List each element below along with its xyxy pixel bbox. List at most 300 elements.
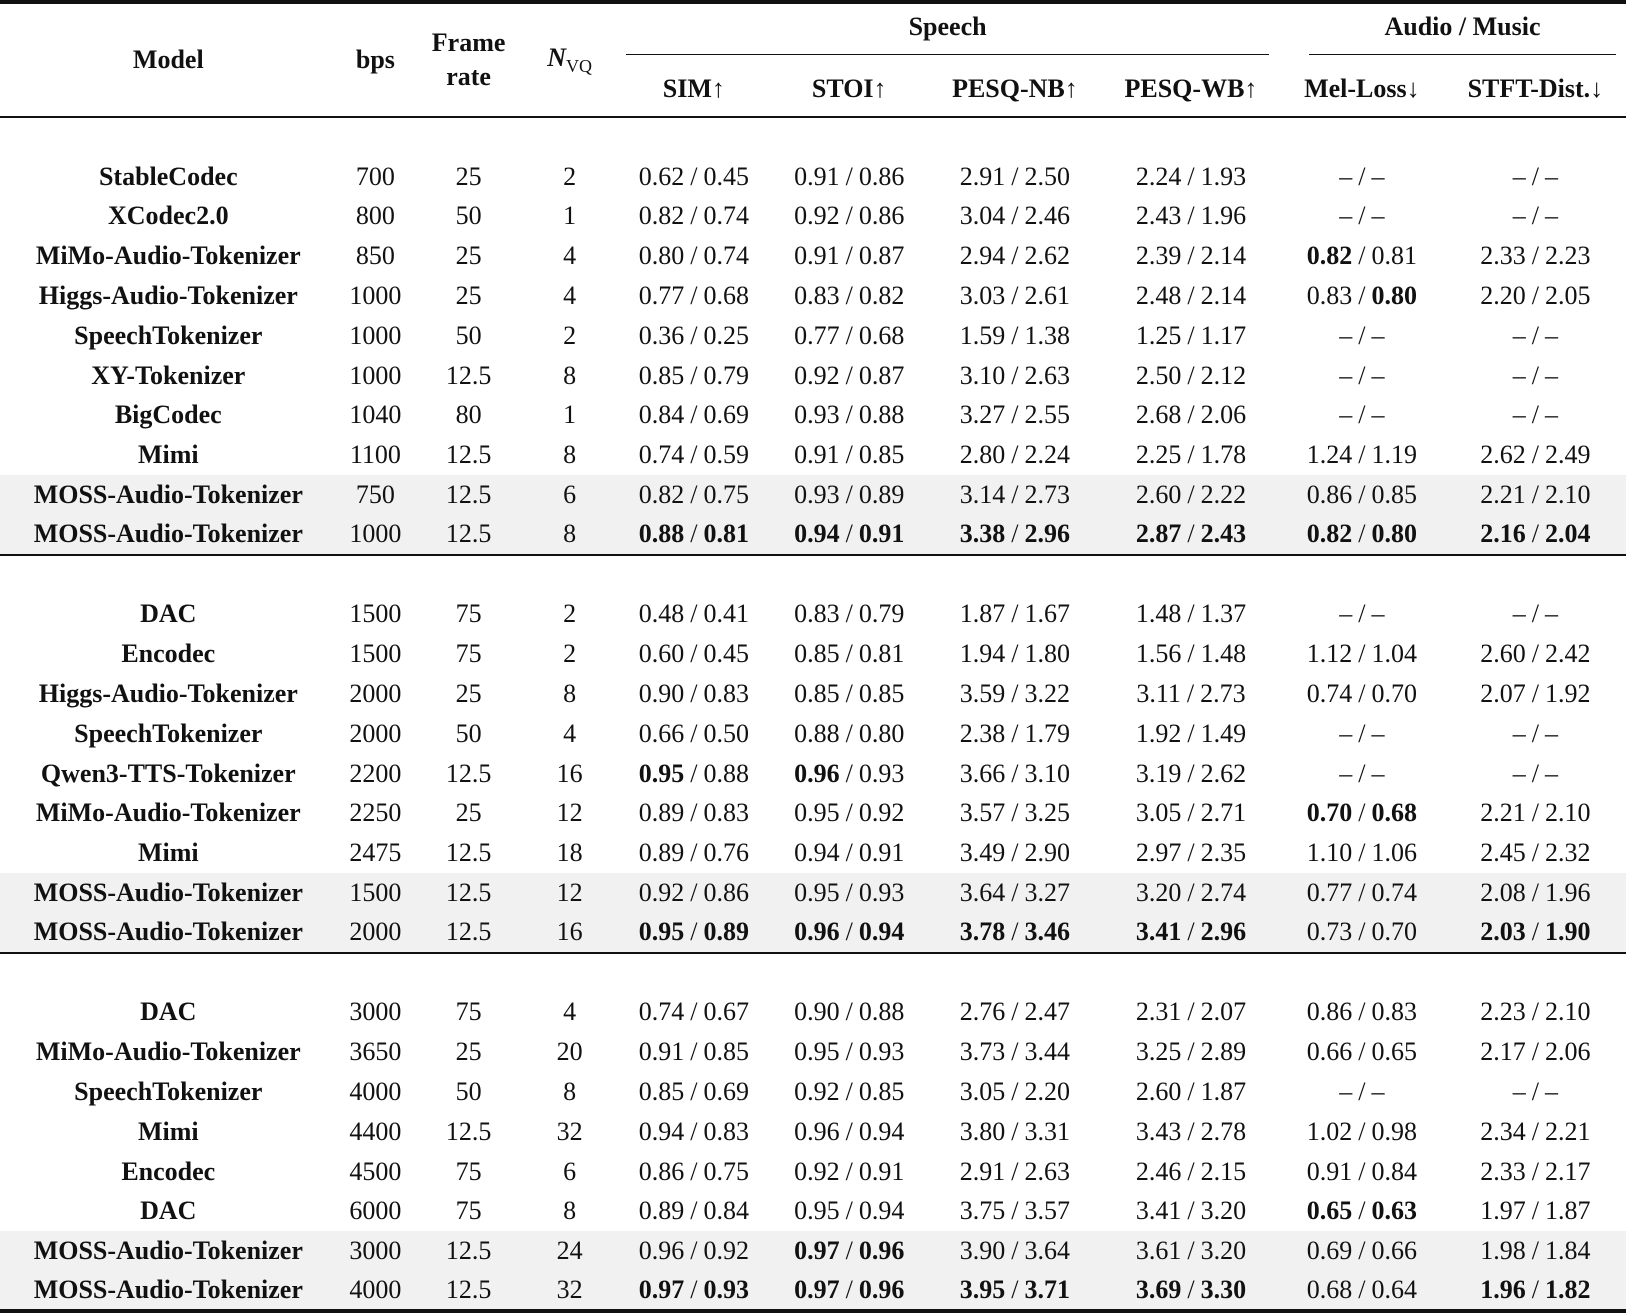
cell-metric: [616, 276, 771, 316]
separator-slash: /: [1531, 639, 1539, 669]
value-test-other: 2.46: [1024, 201, 1071, 231]
value-test-clean: 0.68: [1306, 1275, 1353, 1304]
cell-metric: [927, 595, 1103, 635]
table-row: [0, 913, 1626, 953]
value-test-clean: 3.03: [959, 281, 1006, 311]
cell-metric: [1103, 873, 1279, 913]
cell-metric: [1103, 316, 1279, 356]
value-test-clean: 0.93: [794, 480, 840, 510]
value-test-clean: 0.85: [794, 639, 840, 669]
cell-metric: [1279, 396, 1445, 436]
value-test-other: 0.96: [858, 1275, 905, 1304]
separator-slash: /: [1358, 1037, 1366, 1067]
separator-slash: /: [690, 440, 698, 470]
value-test-other: 1.90: [1544, 917, 1591, 947]
cell-nvq: 8: [563, 1077, 577, 1107]
value-test-other: 2.10: [1544, 480, 1591, 510]
value-test-clean: 2.31: [1135, 997, 1182, 1027]
cell-bps: 1040: [349, 400, 402, 430]
separator-slash: /: [1187, 1196, 1195, 1226]
value-test-clean: 1.56: [1135, 639, 1182, 669]
cell-model: Qwen3-TTS-Tokenizer: [40, 758, 296, 788]
value-test-other: 0.93: [858, 1037, 905, 1067]
value-test-clean: 3.95: [959, 1275, 1006, 1304]
separator-slash: /: [1531, 1116, 1539, 1146]
cell-metric: [1103, 157, 1279, 197]
value-test-clean: 3.80: [959, 1116, 1006, 1146]
separator-slash: /: [845, 440, 853, 470]
value-test-clean: 2.43: [1135, 201, 1182, 231]
value-test-clean: 2.20: [1480, 281, 1526, 311]
cell-frame-rate: 12.5: [445, 360, 492, 390]
value-test-clean: 2.07: [1480, 679, 1526, 709]
cell-metric: [1279, 236, 1445, 276]
cell-frame-rate: 25: [455, 798, 482, 828]
value-test-clean: 0.48: [638, 599, 685, 629]
separator-slash: /: [1531, 360, 1539, 390]
value-test-other: 0.91: [858, 1156, 905, 1186]
separator-slash: /: [1531, 161, 1539, 191]
separator-slash: /: [690, 400, 698, 430]
value-test-other: 2.17: [1544, 1156, 1591, 1186]
value-test-clean: 0.82: [1306, 241, 1353, 271]
cell-nvq: 8: [563, 440, 577, 470]
separator-slash: /: [690, 519, 698, 549]
cell-metric: [1279, 873, 1445, 913]
separator-slash: /: [1187, 519, 1195, 549]
value-test-other: 2.49: [1544, 440, 1591, 470]
cell-metric: [1445, 1271, 1626, 1311]
value-test-clean: 3.11: [1136, 679, 1181, 709]
cell-metric: [1279, 515, 1445, 555]
separator-slash: /: [1011, 161, 1019, 191]
cell-metric: [616, 714, 771, 754]
separator-slash: /: [845, 679, 853, 709]
cell-nvq: 4: [563, 718, 577, 748]
separator-slash: /: [1011, 241, 1019, 271]
cell-bps: 3000: [337, 1231, 415, 1271]
value-test-other: 2.61: [1024, 281, 1071, 311]
value-test-other: –: [1544, 320, 1558, 350]
cell-metric: [616, 1072, 771, 1112]
value-test-clean: 0.82: [638, 480, 685, 510]
cell-metric: [927, 356, 1103, 396]
cell-frame-rate: 50: [455, 201, 482, 231]
header-group-audio: [1279, 2, 1626, 62]
cell-model: MOSS-Audio-Tokenizer: [0, 515, 337, 555]
separator-slash: /: [690, 480, 698, 510]
cell-metric: [1445, 794, 1626, 834]
value-test-other: 2.47: [1024, 997, 1071, 1027]
separator-slash: /: [845, 838, 853, 868]
value-test-clean: 3.57: [959, 798, 1006, 828]
value-test-clean: 0.97: [638, 1275, 685, 1304]
value-test-clean: 1.02: [1306, 1116, 1353, 1146]
cell-metric: [1103, 276, 1279, 316]
cell-metric: [1279, 993, 1445, 1033]
separator-slash: /: [690, 161, 698, 191]
value-test-clean: 2.33: [1480, 1156, 1526, 1186]
separator-slash: /: [1358, 519, 1366, 549]
separator-slash: /: [1011, 878, 1019, 908]
cell-metric: [772, 475, 927, 515]
separator-slash: /: [1358, 480, 1366, 510]
value-test-clean: 2.91: [959, 1156, 1006, 1186]
cell-metric: [772, 356, 927, 396]
cell-frame-rate: 12.5: [414, 873, 523, 913]
separator-slash: /: [1187, 480, 1195, 510]
cell-metric: [1279, 276, 1445, 316]
separator-slash: /: [1358, 798, 1366, 828]
separator-slash: /: [1531, 878, 1539, 908]
table-row: [0, 754, 1626, 794]
cell-metric: [772, 1032, 927, 1072]
value-test-other: 0.91: [858, 838, 905, 868]
value-test-other: 2.62: [1024, 241, 1071, 271]
cell-metric: [772, 197, 927, 237]
separator-slash: /: [1531, 917, 1539, 947]
cell-metric: [616, 1192, 771, 1232]
value-test-clean: 0.74: [1306, 679, 1353, 709]
cell-bps: 3650: [349, 1037, 402, 1067]
value-test-clean: 2.21: [1480, 798, 1526, 828]
value-test-clean: –: [1512, 320, 1526, 350]
table-row: [0, 316, 1626, 356]
cell-metric: [1103, 674, 1279, 714]
cell-metric: [616, 634, 771, 674]
cell-metric: [616, 794, 771, 834]
cell-metric: [772, 316, 927, 356]
value-test-other: 1.67: [1024, 599, 1071, 629]
cell-bps: 2200: [349, 758, 402, 788]
cell-bps: 4000: [349, 1077, 402, 1107]
cell-nvq: 6: [563, 1156, 577, 1186]
cell-metric: [1445, 356, 1626, 396]
value-test-other: 0.93: [858, 758, 905, 788]
cell-metric: [927, 1072, 1103, 1112]
separator-slash: /: [1011, 838, 1019, 868]
value-test-clean: 0.92: [638, 878, 685, 908]
cell-nvq: 12: [556, 798, 583, 828]
separator-slash: /: [1011, 997, 1019, 1027]
value-test-clean: 2.03: [1480, 917, 1526, 947]
cell-nvq: 8: [563, 679, 577, 709]
value-test-other: 2.06: [1200, 400, 1247, 430]
value-test-other: 0.92: [703, 1236, 749, 1266]
value-test-other: 1.78: [1200, 440, 1247, 470]
value-test-other: 1.82: [1544, 1275, 1591, 1304]
cell-metric: [1103, 435, 1279, 475]
value-test-other: 0.84: [703, 1196, 749, 1226]
cell-metric: [927, 157, 1103, 197]
cell-metric: [927, 197, 1103, 237]
value-test-other: 2.63: [1024, 360, 1071, 390]
separator-slash: /: [690, 997, 698, 1027]
value-test-other: –: [1544, 718, 1558, 748]
value-test-clean: 0.60: [638, 639, 685, 669]
separator-slash: /: [1187, 639, 1195, 669]
separator-slash: /: [1358, 1156, 1366, 1186]
value-test-other: 1.87: [1544, 1196, 1591, 1226]
cell-metric: [927, 316, 1103, 356]
cell-metric: [772, 634, 927, 674]
separator-slash: /: [690, 917, 698, 947]
table-row: [0, 1152, 1626, 1192]
value-test-other: 0.80: [858, 718, 905, 748]
separator-slash: /: [1358, 1116, 1366, 1146]
value-test-clean: 3.75: [959, 1196, 1006, 1226]
separator-slash: /: [1187, 798, 1195, 828]
cell-metric: [927, 435, 1103, 475]
value-test-other: 0.88: [858, 997, 905, 1027]
cell-bps: 4000: [337, 1271, 415, 1311]
value-test-clean: 3.04: [959, 201, 1006, 231]
value-test-clean: 0.85: [638, 360, 685, 390]
value-test-clean: 0.82: [638, 201, 685, 231]
cell-model: BigCodec: [114, 400, 222, 430]
value-test-clean: 1.94: [959, 639, 1006, 669]
value-test-other: 0.64: [1371, 1275, 1417, 1304]
value-test-other: 0.65: [1371, 1037, 1417, 1067]
header-frame-rate: [414, 2, 523, 117]
value-test-other: –: [1544, 360, 1558, 390]
value-test-other: –: [1371, 718, 1385, 748]
cell-frame-rate: 75: [455, 997, 482, 1027]
table-row: [0, 595, 1626, 635]
separator-slash: /: [845, 1275, 853, 1304]
value-test-clean: 3.59: [959, 679, 1006, 709]
cell-metric: [927, 475, 1103, 515]
value-test-clean: 0.89: [638, 838, 685, 868]
value-test-clean: 0.86: [1306, 480, 1353, 510]
separator-slash: /: [1011, 320, 1019, 350]
value-test-clean: 2.68: [1135, 400, 1182, 430]
separator-slash: /: [1011, 679, 1019, 709]
value-test-other: 0.98: [1371, 1116, 1417, 1146]
value-test-clean: 3.10: [959, 360, 1006, 390]
value-test-other: 1.79: [1024, 718, 1071, 748]
cell-metric: [772, 595, 927, 635]
value-test-clean: –: [1512, 599, 1526, 629]
value-test-other: 2.20: [1024, 1077, 1071, 1107]
separator-slash: /: [1011, 1196, 1019, 1226]
value-test-clean: 0.92: [794, 1156, 840, 1186]
value-test-other: 0.80: [1371, 281, 1417, 311]
separator-slash: /: [1011, 1037, 1019, 1067]
value-test-other: 0.50: [703, 718, 749, 748]
separator-slash: /: [845, 917, 853, 947]
cell-metric: [1445, 1152, 1626, 1192]
value-test-other: 0.88: [703, 758, 749, 788]
separator-slash: /: [1358, 1275, 1366, 1304]
value-test-clean: 0.89: [638, 798, 685, 828]
cell-frame-rate: 12.5: [414, 1271, 523, 1311]
table-row: [0, 435, 1626, 475]
cell-model: SpeechTokenizer: [74, 320, 263, 350]
separator-slash: /: [1358, 997, 1366, 1027]
value-test-clean: 0.85: [794, 679, 840, 709]
cell-model: MiMo-Audio-Tokenizer: [35, 241, 301, 271]
value-test-other: 0.68: [703, 281, 749, 311]
value-test-other: 0.74: [703, 201, 749, 231]
value-test-clean: 0.74: [638, 997, 685, 1027]
value-test-other: –: [1371, 400, 1385, 430]
cell-metric: [616, 1271, 771, 1311]
cell-nvq: 8: [523, 515, 616, 555]
table-row: [0, 356, 1626, 396]
separator-slash: /: [845, 1077, 853, 1107]
value-test-other: 0.96: [858, 1236, 905, 1266]
separator-slash: /: [690, 201, 698, 231]
separator-slash: /: [690, 798, 698, 828]
cell-metric: [1445, 1112, 1626, 1152]
value-test-other: 2.10: [1544, 798, 1591, 828]
separator-slash: /: [1358, 599, 1366, 629]
value-test-clean: 0.96: [794, 917, 840, 947]
separator-slash: /: [1187, 917, 1195, 947]
value-test-clean: 0.77: [794, 320, 840, 350]
cell-model: XY-Tokenizer: [91, 360, 246, 390]
header-frame-rate-line1: Frame: [431, 28, 506, 57]
value-test-other: 2.21: [1544, 1116, 1591, 1146]
value-test-clean: 1.98: [1480, 1236, 1526, 1266]
cell-metric: [927, 873, 1103, 913]
cell-metric: [1103, 833, 1279, 873]
separator-slash: /: [1531, 1236, 1539, 1266]
value-test-clean: 3.05: [1135, 798, 1182, 828]
table-row: [0, 396, 1626, 436]
value-test-other: 0.88: [858, 400, 905, 430]
separator-slash: /: [845, 281, 853, 311]
value-test-clean: –: [1339, 161, 1353, 191]
value-test-other: 0.41: [703, 599, 749, 629]
separator-slash: /: [1011, 400, 1019, 430]
table-row: [0, 157, 1626, 197]
cell-metric: [772, 794, 927, 834]
value-test-clean: 0.91: [794, 161, 840, 191]
value-test-other: 3.25: [1024, 798, 1071, 828]
cell-nvq: 8: [563, 1196, 577, 1226]
value-test-clean: 1.24: [1306, 440, 1353, 470]
cell-nvq: 6: [523, 475, 616, 515]
value-test-other: 2.43: [1200, 519, 1247, 549]
separator-slash: /: [1531, 758, 1539, 788]
value-test-other: –: [1371, 758, 1385, 788]
header-pesq-nb: PESQ-NB↑: [927, 62, 1103, 117]
separator-slash: /: [1011, 639, 1019, 669]
value-test-clean: 3.66: [959, 758, 1006, 788]
cell-metric: [772, 1231, 927, 1271]
value-test-clean: 2.17: [1480, 1037, 1526, 1067]
value-test-other: –: [1371, 599, 1385, 629]
separator-slash: /: [690, 838, 698, 868]
header-nvq: [523, 2, 616, 117]
cell-model: MOSS-Audio-Tokenizer: [0, 913, 337, 953]
value-test-other: 0.74: [703, 241, 749, 271]
value-test-other: 1.96: [1200, 201, 1247, 231]
separator-slash: /: [690, 281, 698, 311]
separator-slash: /: [1187, 241, 1195, 271]
value-test-other: –: [1371, 320, 1385, 350]
separator-slash: /: [1358, 241, 1366, 271]
value-test-clean: 2.97: [1135, 838, 1182, 868]
value-test-other: 1.04: [1371, 639, 1417, 669]
value-test-other: 2.12: [1200, 360, 1247, 390]
separator-slash: /: [845, 1156, 853, 1186]
cell-metric: [1279, 1192, 1445, 1232]
cell-nvq: 32: [556, 1116, 583, 1146]
value-test-clean: 0.88: [638, 519, 685, 549]
value-test-other: 0.70: [1371, 679, 1417, 709]
cell-frame-rate: 12.5: [445, 758, 492, 788]
separator-slash: /: [1358, 758, 1366, 788]
cell-model: SpeechTokenizer: [74, 718, 263, 748]
separator-slash: /: [690, 360, 698, 390]
cell-metric: [1279, 157, 1445, 197]
separator-slash: /: [1358, 1236, 1366, 1266]
value-test-other: 3.71: [1024, 1275, 1071, 1304]
cell-metric: [616, 396, 771, 436]
value-test-clean: 3.64: [959, 878, 1006, 908]
separator-slash: /: [845, 639, 853, 669]
value-test-other: 0.86: [858, 161, 905, 191]
value-test-other: 2.24: [1024, 440, 1071, 470]
separator-slash: /: [1358, 718, 1366, 748]
cell-model: XCodec2.0: [107, 201, 229, 231]
value-test-clean: 3.19: [1135, 758, 1182, 788]
cell-metric: [927, 714, 1103, 754]
cell-metric: [772, 913, 927, 953]
cell-metric: [1445, 515, 1626, 555]
value-test-clean: 0.90: [638, 679, 685, 709]
separator-slash: /: [1011, 1116, 1019, 1146]
cell-frame-rate: 12.5: [414, 515, 523, 555]
cell-metric: [772, 833, 927, 873]
value-test-other: 0.89: [858, 480, 905, 510]
cell-metric: [1279, 1271, 1445, 1311]
cell-nvq: 2: [563, 639, 577, 669]
value-test-other: –: [1544, 400, 1558, 430]
value-test-other: 3.30: [1200, 1275, 1247, 1304]
value-test-clean: –: [1512, 400, 1526, 430]
value-test-clean: 1.97: [1480, 1196, 1526, 1226]
cell-metric: [1445, 396, 1626, 436]
header-group-speech: [616, 2, 1279, 62]
value-test-other: 0.66: [1371, 1236, 1417, 1266]
cell-metric: [1279, 1072, 1445, 1112]
separator-slash: /: [690, 320, 698, 350]
value-test-clean: 2.94: [959, 241, 1006, 271]
cell-bps: 1500: [349, 639, 402, 669]
cell-bps: 1500: [337, 873, 415, 913]
value-test-clean: –: [1339, 400, 1353, 430]
cell-metric: [1279, 794, 1445, 834]
header-sim: SIM↑: [616, 62, 771, 117]
value-test-other: 3.64: [1024, 1236, 1071, 1266]
value-test-other: 0.45: [703, 639, 749, 669]
table-row: [0, 993, 1626, 1033]
separator-slash: /: [845, 1037, 853, 1067]
value-test-other: 0.83: [703, 798, 749, 828]
value-test-clean: –: [1339, 758, 1353, 788]
value-test-other: 3.31: [1024, 1116, 1071, 1146]
value-test-other: 0.94: [858, 917, 905, 947]
cell-metric: [1445, 714, 1626, 754]
cell-nvq: 12: [523, 873, 616, 913]
value-test-other: 2.96: [1024, 519, 1071, 549]
separator-slash: /: [1011, 1275, 1019, 1304]
cell-bps: 2475: [349, 838, 402, 868]
